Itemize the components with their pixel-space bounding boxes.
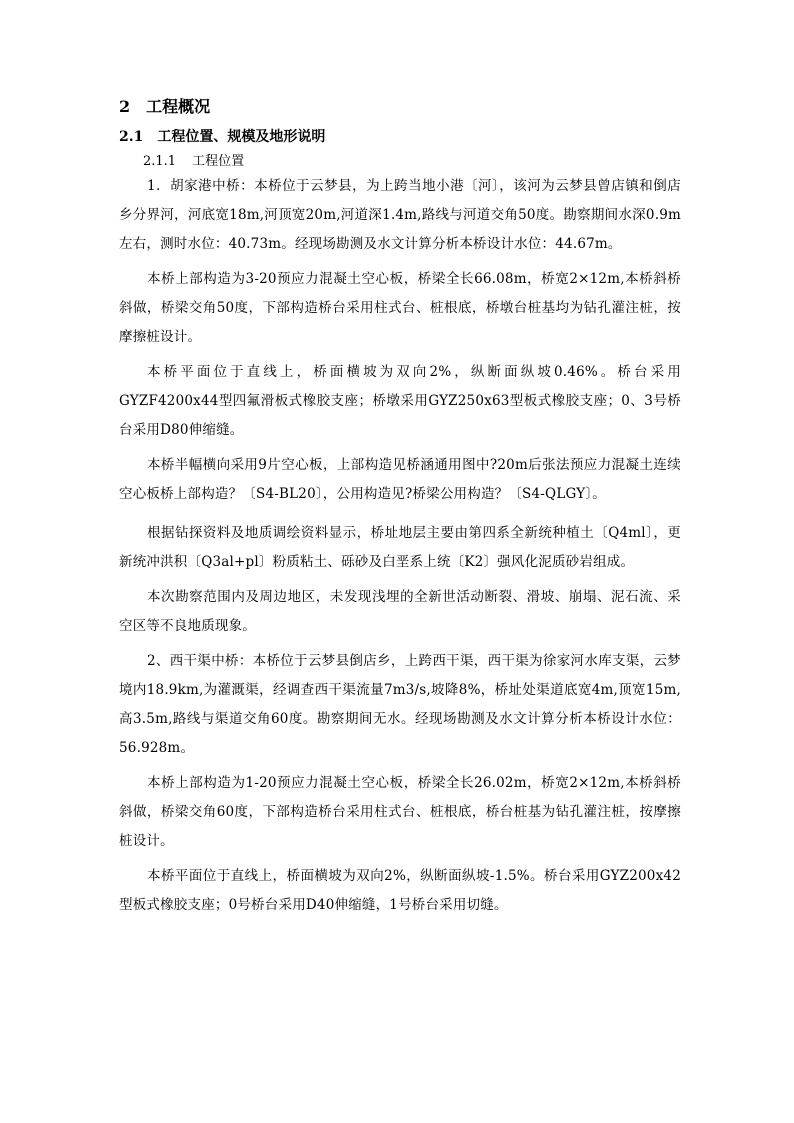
subsubsection-number: 2.1.1 [143, 154, 177, 169]
subsubsection-title: 工程位置 [192, 154, 245, 169]
paragraph-xiganqu-location: 2、西干渠中桥：本桥位于云梦县倒店乡，上跨西干渠，西干渠为徐家河水库支渠，云梦境内18.9km,为灌溉渠，经调查西干渠流量7m3/s,坡降8%，桥址处渠道底宽4m,顶宽15m,高3.5m,路线与渠道交角60度。勘察期间无水。经现场勘测及水文计算分析本桥设计水位：56.928m。 [119, 653, 681, 756]
section-number: 2 [119, 97, 131, 116]
paragraph-xiganqu-superstructure: 本桥上部构造为1-20预应力混凝土空心板，桥梁全长26.02m，桥宽2×12m,本桥斜桥斜做，桥梁交角60度，下部构造桥台采用柱式台、桩根底，桥台桩基为钻孔灌注桩，按摩擦桩设计。 [119, 775, 681, 849]
paragraph-xiganqu-bearings: 本桥平面位于直线上，桥面横坡为双向2%，纵断面纵坡-1.5%。桥台采用GYZ200x42型板式橡胶支座；0号桥台采用D40伸缩缝，1号桥台采用切缝。 [119, 868, 681, 913]
document-page [119, 96, 681, 920]
subsection-title: 工程位置、规模及地形说明 [157, 129, 326, 145]
subsubsection-heading [143, 152, 681, 172]
subsection-heading [119, 126, 681, 148]
paragraph-hujiagang-slabs: 本桥半幅横向采用9片空心板，上部构造见桥涵通用图中?20m后张法预应力混凝土连续空心板桥上部构造？〔S4-BL20〕，公用构造见?桥梁公用构造？〔S4-QLGY〕。 [119, 457, 681, 502]
paragraph-hujiagang-bearings: 本桥平面位于直线上，桥面横坡为双向2%，纵断面纵坡0.46%。桥台采用GYZF4200x44型四氟滑板式橡胶支座；桥墩采用GYZ250x63型板式橡胶支座；0、3号桥台采用D80伸缩缝。 [119, 364, 681, 438]
section-heading [119, 96, 681, 118]
paragraph-hujiagang-location: 1．胡家港中桥：本桥位于云梦县，为上跨当地小港〔河〕，该河为云梦县曾店镇和倒店乡分界河，河底宽18m,河顶宽20m,河道深1.4m,路线与河道交角50度。勘察期间水深0.9m左右，测时水位：40.73m。经现场勘测及水文计算分析本桥设计水位：44.67m。 [119, 178, 681, 252]
paragraph-hujiagang-superstructure: 本桥上部构造为3-20预应力混凝土空心板，桥梁全长66.08m，桥宽2×12m,本桥斜桥斜做，桥梁交角50度，下部构造桥台采用柱式台、桩根底，桥墩台桩基均为钻孔灌注桩，按摩擦桩设计。 [119, 271, 681, 345]
subsection-number: 2.1 [119, 129, 144, 145]
paragraph-geology: 根据钻探资料及地质调绘资料显示，桥址地层主要由第四系全新统种植土〔Q4ml〕，更新统冲洪积〔Q3al+pl〕粉质粘土、砾砂及白垩系上统〔K2〕强风化泥质砂岩组成。 [119, 525, 681, 570]
section-title: 工程概况 [146, 97, 211, 116]
paragraph-hazards: 本次勘察范围内及周边地区，未发现浅埋的全新世活动断裂、滑坡、崩塌、泥石流、采空区等不良地质现象。 [119, 589, 681, 634]
